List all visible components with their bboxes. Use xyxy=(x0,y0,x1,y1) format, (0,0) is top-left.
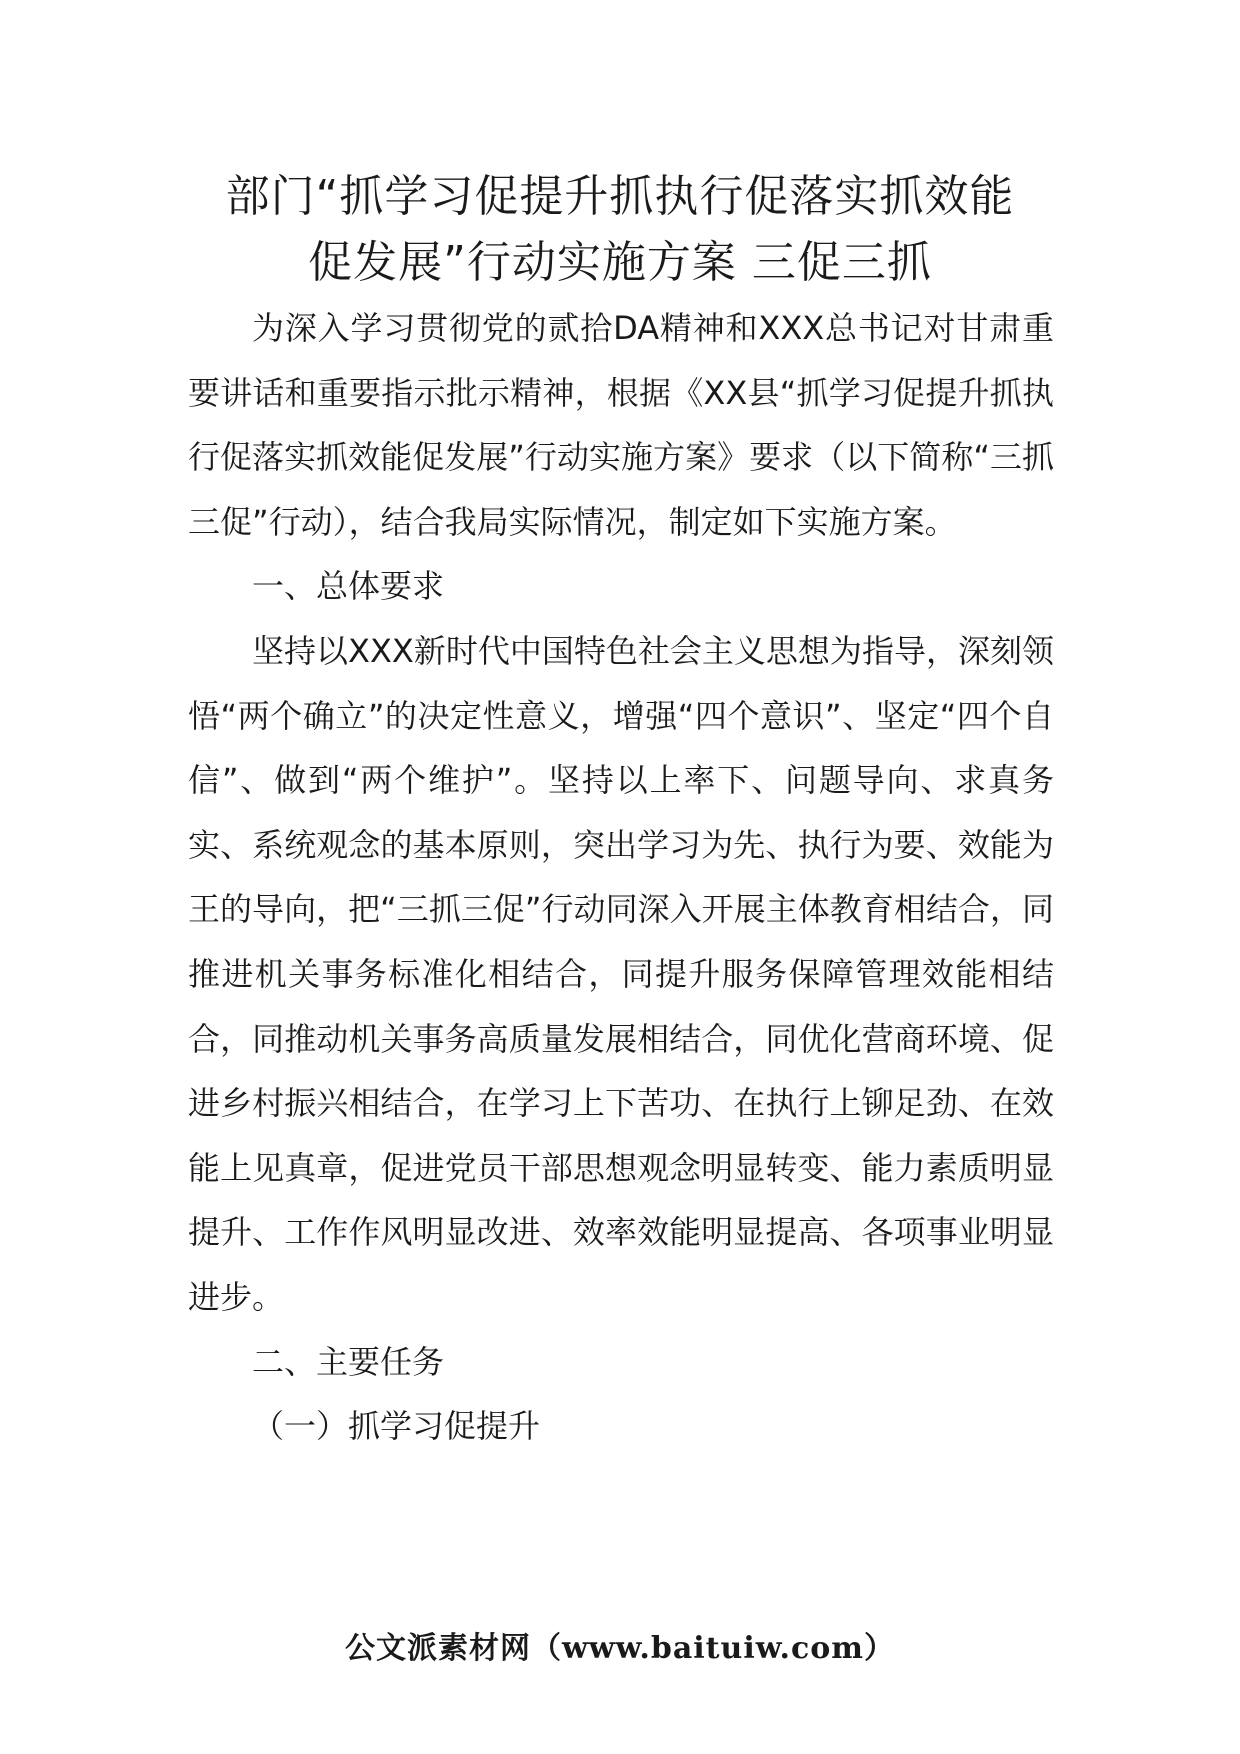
footer-watermark: 公文派素材网（www.baituiw.com） xyxy=(344,1631,896,1666)
document-body xyxy=(188,296,1054,1459)
intro-paragraph: 为深入学习贯彻党的贰拾DA精神和XXX总书记对甘肃重要讲话和重要指示批示精神，根据《XX县“抓学习促提升抓执行促落实抓效能促发展”行动实施方案》要求（以下简称“三抓三促”行动），结合我局实际情况，制定如下实施方案。 xyxy=(188,309,1054,541)
section-heading-main-tasks: 二、主要任务 xyxy=(252,1342,445,1381)
general-requirements-paragraph: 坚持以XXX新时代中国特色社会主义思想为指导，深刻领悟“两个确立”的决定性意义，增强“四个意识”、坚定“四个自信”、做到“两个维护”。坚持以上率下、问题导向、求真务实、系统观念的基本原则，突出学习为先、执行为要、效能为王的导向，把“三抓三促”行动同深入开展主体教育相结合，同推进机关事务标准化相结合，同提升服务保障管理效能相结合，同推动机关事务高质量发展相结合，同优化营商环境、促进乡村振兴相结合，在学习上下苦功、在执行上铆足劲、在效能上见真章，促进党员干部思想观念明显转变、能力素质明显提升、工作作风明显改进、效率效能明显提高、各项事业明显进步。 xyxy=(188,631,1054,1316)
section-heading-general-requirements: 一、总体要求 xyxy=(252,567,445,606)
document-title-line-1: 部门“抓学习促提升抓执行促落实抓效能 xyxy=(225,171,1015,222)
document-title-line-2: 促发展”行动实施方案 三促三抓 xyxy=(308,237,932,288)
subsection-heading-study: （一）抓学习促提升 xyxy=(252,1407,541,1446)
